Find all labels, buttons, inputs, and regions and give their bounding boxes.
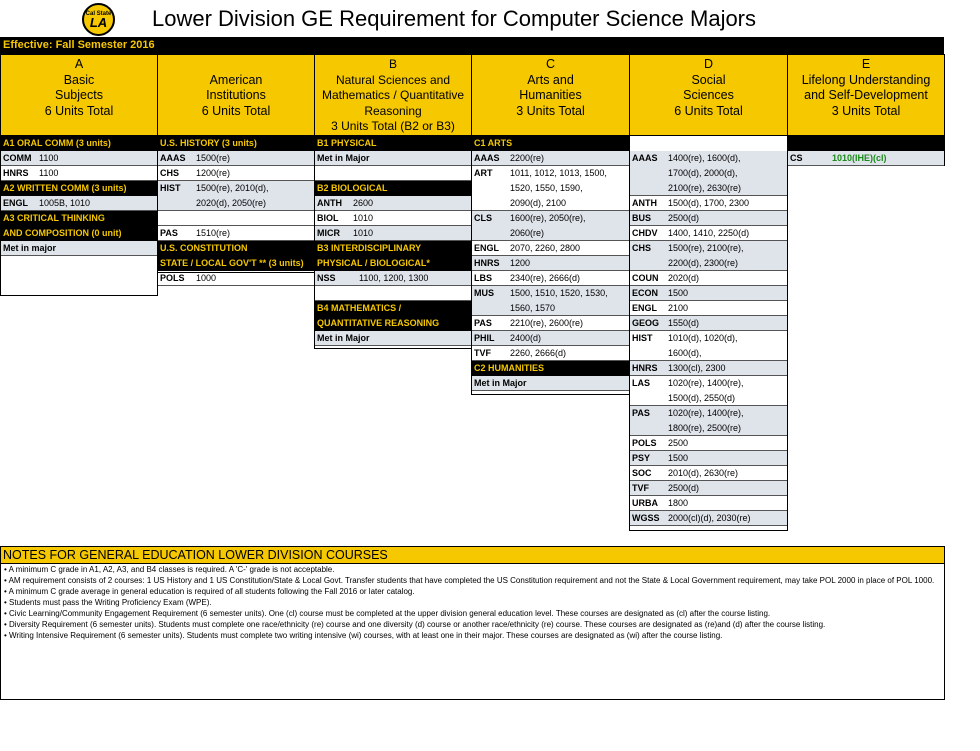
section-header-a3: A3 CRITICAL THINKING	[1, 211, 157, 226]
table-row	[472, 316, 629, 331]
course-numbers: 2020(d)	[668, 273, 700, 283]
table-row	[158, 226, 314, 241]
column-units: 3 Units Total	[516, 103, 585, 118]
column-units: 3 Units Total	[831, 103, 901, 118]
note-item: • Civic Learning/Community Engagement Requirement (6 semester units). One (cl) course must be completed at the upper division general education level. These courses are designated as (cl) after the course listing.	[4, 609, 771, 618]
section-header-b2: B2 BIOLOGICAL	[315, 181, 471, 196]
logo-line1: Cal State	[85, 10, 112, 17]
table-row	[472, 226, 629, 241]
column-letter: B	[388, 57, 397, 71]
dept-code: COUN	[632, 273, 659, 283]
course-numbers: 2340(re), 2666(d)	[510, 273, 581, 283]
section-header-b3: B3 INTERDISCIPLINARY	[315, 241, 471, 256]
table-row	[472, 181, 629, 196]
column-e-header	[788, 55, 944, 136]
table-row	[630, 361, 787, 376]
table-row	[630, 391, 787, 406]
column-title-line: Natural Sciences and	[335, 72, 451, 87]
table-row	[472, 241, 629, 256]
table-row	[630, 166, 787, 181]
course-numbers: 2500	[668, 438, 689, 448]
table-row	[158, 196, 314, 211]
column-b-natural-sciences	[314, 54, 472, 349]
column-ai-header	[158, 55, 314, 136]
section-header-b1: B1 PHYSICAL	[315, 136, 471, 151]
column-a-basic-subjects	[0, 54, 158, 296]
course-numbers: 2500(d)	[668, 213, 700, 223]
dept-code: TVF	[632, 483, 649, 493]
table-row	[630, 181, 787, 196]
course-numbers: 2600	[353, 198, 374, 208]
dept-code: CHS	[160, 168, 180, 178]
notes-list	[1, 564, 944, 641]
met-in-major-note: Met in Major	[472, 376, 629, 391]
table-row	[1, 151, 157, 166]
notes-box	[0, 546, 945, 700]
course-numbers: 1020(re), 1400(re),	[668, 378, 744, 388]
dept-code	[158, 211, 196, 225]
dept-code: HNRS	[474, 258, 500, 268]
table-row	[630, 226, 787, 241]
dept-code: ANTH	[632, 198, 657, 208]
dept-code: CLS	[474, 213, 492, 223]
table-row	[630, 436, 787, 451]
dept-code: PAS	[160, 228, 178, 238]
course-numbers: 1020(re), 1400(re),	[668, 408, 744, 418]
column-c-header	[472, 55, 629, 136]
course-numbers: 1300(cl), 2300	[668, 363, 726, 373]
column-c-arts-humanities	[471, 54, 630, 395]
course-numbers: 2020(d), 2050(re)	[196, 198, 267, 208]
table-row	[1, 166, 157, 181]
cal-state-la-logo	[82, 3, 115, 36]
dept-code	[472, 226, 510, 240]
table-row	[315, 286, 471, 301]
dept-code: MICR	[317, 228, 340, 238]
dept-code	[630, 421, 668, 435]
course-numbers: 2500(d)	[668, 483, 700, 493]
dept-code: WGSS	[632, 513, 660, 523]
column-units: 3 Units Total (B2 or B3)	[331, 119, 455, 133]
table-row	[788, 151, 944, 166]
table-row	[630, 511, 787, 526]
dept-code: LBS	[474, 273, 492, 283]
table-row	[315, 271, 471, 286]
course-numbers: 1200(re)	[196, 168, 231, 178]
table-row	[630, 346, 787, 361]
table-row	[630, 451, 787, 466]
dept-code	[472, 196, 510, 210]
table-row	[472, 346, 629, 361]
dept-code: POLS	[160, 273, 185, 283]
note-item: • AM requirement consists of 2 courses: 1 US History and 1 US Constitution/State & Local Govt. Transfer students that have completed the US Constitution requirement and not the State & Local Government requirement, may take POL 2000 in place of POL 1000.	[4, 576, 935, 585]
course-numbers: 2200(d), 2300(re)	[668, 258, 739, 268]
dept-code: SOC	[632, 468, 652, 478]
table-row	[630, 406, 787, 421]
dept-code: ENGL	[3, 198, 29, 208]
column-title-line: Institutions	[206, 88, 266, 102]
course-numbers: 1500(re), 2100(re),	[668, 243, 744, 253]
dept-code: LAS	[632, 378, 650, 388]
dept-code: ENGL	[474, 243, 500, 253]
dept-code: HIST	[160, 183, 181, 193]
course-numbers: 1510(re)	[196, 228, 231, 238]
course-numbers: 2200(re)	[510, 153, 545, 163]
course-numbers: 1100	[39, 168, 59, 178]
table-row	[630, 196, 787, 211]
table-row	[472, 271, 629, 286]
column-units: 6 Units Total	[674, 103, 743, 118]
dept-code	[158, 196, 196, 210]
section-header-a2: A2 WRITTEN COMM (3 units)	[1, 181, 157, 196]
column-title-line: Subjects	[55, 88, 103, 102]
course-numbers: 2000(cl)(d), 2030(re)	[668, 513, 751, 523]
column-title-line: Reasoning	[364, 103, 422, 118]
table-row	[472, 166, 629, 181]
course-numbers: 1500, 1510, 1520, 1530,	[510, 288, 608, 298]
dept-code	[630, 391, 668, 405]
course-numbers: 1600(d),	[668, 348, 702, 358]
table-row	[472, 286, 629, 301]
course-numbers: 1010	[353, 213, 374, 223]
course-numbers: 1560, 1570	[510, 303, 556, 313]
column-american-institutions	[157, 54, 315, 283]
dept-code: ECON	[632, 288, 659, 298]
course-numbers: 1550(d)	[668, 318, 700, 328]
section-header-b4-cont: QUANTITATIVE REASONING	[315, 316, 471, 331]
effective-date-bar: Effective: Fall Semester 2016	[0, 37, 944, 54]
column-letter: C	[545, 57, 556, 71]
dept-code: MUS	[474, 288, 494, 298]
dept-code: ART	[474, 168, 493, 178]
table-row	[630, 151, 787, 166]
dept-code: AAAS	[160, 153, 186, 163]
column-letter: D	[703, 57, 714, 71]
table-row	[630, 241, 787, 256]
course-numbers: 2100	[668, 303, 689, 313]
column-a-header	[1, 55, 157, 136]
met-in-major-note: Met in Major	[315, 151, 471, 166]
course-numbers: 1011, 1012, 1013, 1500,	[510, 168, 607, 178]
table-row	[315, 196, 471, 211]
course-numbers: 1520, 1550, 1590,	[510, 183, 583, 193]
course-numbers: 1010	[353, 228, 374, 238]
table-row	[472, 301, 629, 316]
table-row	[630, 256, 787, 271]
note-item: • Writing Intensive Requirement (6 semester units). Students must complete two writing intensive (wi) courses, with at least one in their major. These courses are designated as (wi) after the course listing.	[4, 631, 723, 640]
course-numbers: 1100	[39, 153, 59, 163]
column-title-line: Lifelong Understanding	[801, 72, 931, 87]
course-numbers: 2400(d)	[510, 333, 542, 343]
course-numbers: 1800(re), 2500(re)	[668, 423, 742, 433]
note-item: • Students must pass the Writing Proficiency Exam (WPE).	[4, 598, 212, 607]
column-units: 6 Units Total	[201, 103, 271, 118]
course-numbers: 1010(IHE)(cl)	[832, 153, 887, 163]
dept-code: PHIL	[474, 333, 495, 343]
section-bar	[788, 136, 944, 151]
column-units: 6 Units Total	[44, 103, 114, 118]
note-item: • A minimum C grade in A1, A2, A3, and B4 classes is required. A 'C-' grade is not acceptable.	[4, 565, 335, 574]
dept-code: AAAS	[632, 153, 658, 163]
dept-code	[630, 181, 668, 195]
course-numbers: 2100(re), 2630(re)	[668, 183, 742, 193]
dept-code: ANTH	[317, 198, 342, 208]
column-title-line: Sciences	[683, 88, 734, 102]
note-item: • Diversity Requirement (6 semester units). Students must complete one race/ethnicity (re) course and one diversity (d) course or another race/ethnicity (re) course. These courses are designated as (re)and (d) after the course listing.	[4, 620, 826, 629]
column-title-line: Basic	[63, 72, 95, 87]
table-row	[630, 481, 787, 496]
table-row	[630, 316, 787, 331]
course-numbers: 1000	[196, 273, 217, 283]
section-header-a3-cont: AND COMPOSITION (0 unit)	[1, 226, 157, 241]
dept-code: BIOL	[317, 213, 339, 223]
section-header-c1: C1 ARTS	[472, 136, 629, 151]
column-title-line: Mathematics / Quantitative	[321, 88, 465, 102]
dept-code: POLS	[632, 438, 657, 448]
table-row	[472, 256, 629, 271]
column-title-line: and Self-Development	[804, 88, 928, 102]
course-numbers: 1400(re), 1600(d),	[668, 153, 741, 163]
dept-code: PAS	[632, 408, 650, 418]
course-numbers: 2210(re), 2600(re)	[510, 318, 584, 328]
section-header-us-constitution: U.S. CONSTITUTION	[158, 241, 314, 256]
column-title-line: Arts and	[527, 72, 574, 87]
section-header-a1: A1 ORAL COMM (3 units)	[1, 136, 157, 151]
dept-code: GEOG	[632, 318, 660, 328]
table-row	[630, 286, 787, 301]
column-title-line: Humanities	[519, 88, 582, 102]
course-numbers: 1500(d), 2550(d)	[668, 393, 736, 403]
course-numbers: 1500(re)	[196, 153, 231, 163]
table-row	[158, 211, 314, 226]
dept-code: AAAS	[474, 153, 500, 163]
course-numbers: 2060(re)	[510, 228, 545, 238]
dept-code	[630, 256, 668, 270]
column-letter	[158, 57, 314, 73]
table-row	[472, 151, 629, 166]
course-numbers: 2010(d), 2630(re)	[668, 468, 739, 478]
course-numbers: 2090(d), 2100	[510, 198, 567, 208]
table-row	[1, 196, 157, 211]
course-numbers: 1010(d), 1020(d),	[668, 333, 738, 343]
dept-code: PAS	[474, 318, 492, 328]
table-row	[472, 211, 629, 226]
dept-code: CHDV	[632, 228, 658, 238]
column-letter: E	[861, 57, 871, 71]
met-in-major-note: Met in major	[1, 241, 157, 256]
section-header-b4: B4 MATHEMATICS /	[315, 301, 471, 316]
column-b-header	[315, 55, 471, 136]
dept-code: COMM	[3, 153, 32, 163]
course-numbers: 1400, 1410, 2250(d)	[668, 228, 750, 238]
table-row	[472, 196, 629, 211]
notes-title: NOTES FOR GENERAL EDUCATION LOWER DIVISION COURSES	[1, 547, 944, 564]
section-header-c2: C2 HUMANITIES	[472, 361, 629, 376]
note-item: • A minimum C grade average in general education is required of all students following the Fall 2016 or later catalog.	[4, 587, 415, 596]
table-row	[630, 421, 787, 436]
section-header-b3-cont: PHYSICAL / BIOLOGICAL*	[315, 256, 471, 271]
dept-code: CS	[790, 153, 803, 163]
course-numbers: 1005B, 1010	[39, 198, 91, 208]
dept-code	[630, 166, 668, 181]
course-numbers: 1500(re), 2010(d),	[196, 183, 269, 193]
dept-code	[630, 346, 668, 360]
course-numbers: 1500	[668, 453, 689, 463]
table-row	[630, 271, 787, 286]
table-row	[630, 211, 787, 226]
course-numbers: 2260, 2666(d)	[510, 348, 567, 358]
column-d-header	[630, 55, 787, 136]
course-numbers: 1500(d), 1700, 2300	[668, 198, 750, 208]
logo-line2: LA	[89, 14, 108, 30]
table-row	[315, 166, 471, 181]
table-row	[315, 226, 471, 241]
table-row	[158, 151, 314, 166]
section-header-state-local: STATE / LOCAL GOV'T ** (3 units)	[158, 256, 314, 271]
column-letter: A	[74, 57, 84, 71]
section-header-us-history: U.S. HISTORY (3 units)	[158, 136, 314, 151]
dept-code: URBA	[632, 498, 658, 508]
table-row	[158, 166, 314, 181]
dept-code: ENGL	[632, 303, 658, 313]
column-e-lifelong-understanding	[787, 54, 945, 166]
dept-code: PSY	[632, 453, 651, 463]
spacer	[630, 136, 787, 151]
course-numbers: 1500	[668, 288, 689, 298]
dept-code: HNRS	[632, 363, 658, 373]
table-row	[630, 301, 787, 316]
column-title-line: American	[209, 72, 263, 87]
met-in-major-note: Met in Major	[315, 331, 471, 346]
course-numbers: 1800	[668, 498, 689, 508]
dept-code: BUS	[632, 213, 652, 223]
page-title: Lower Division GE Requirement for Computer Science Majors	[152, 6, 757, 31]
table-row	[630, 496, 787, 511]
course-numbers: 1200	[510, 258, 531, 268]
course-numbers: 1700(d), 2000(d),	[668, 168, 738, 178]
column-d-social-sciences	[629, 54, 788, 531]
dept-code: TVF	[474, 348, 491, 358]
table-row	[472, 331, 629, 346]
dept-code: HNRS	[3, 168, 29, 178]
table-row	[158, 271, 314, 286]
dept-code: CHS	[632, 243, 652, 253]
dept-code	[472, 181, 510, 196]
table-row	[630, 331, 787, 346]
course-numbers: 2070, 2260, 2800	[510, 243, 581, 253]
table-row	[158, 181, 314, 196]
table-row	[315, 211, 471, 226]
dept-code: NSS	[317, 273, 336, 283]
dept-code	[472, 301, 510, 315]
table-row	[630, 466, 787, 481]
course-numbers: 1600(re), 2050(re),	[510, 213, 586, 223]
column-title-line: Social	[691, 72, 726, 87]
table-row	[630, 376, 787, 391]
dept-code: HIST	[632, 333, 653, 343]
course-numbers: 1100, 1200, 1300	[359, 273, 429, 283]
